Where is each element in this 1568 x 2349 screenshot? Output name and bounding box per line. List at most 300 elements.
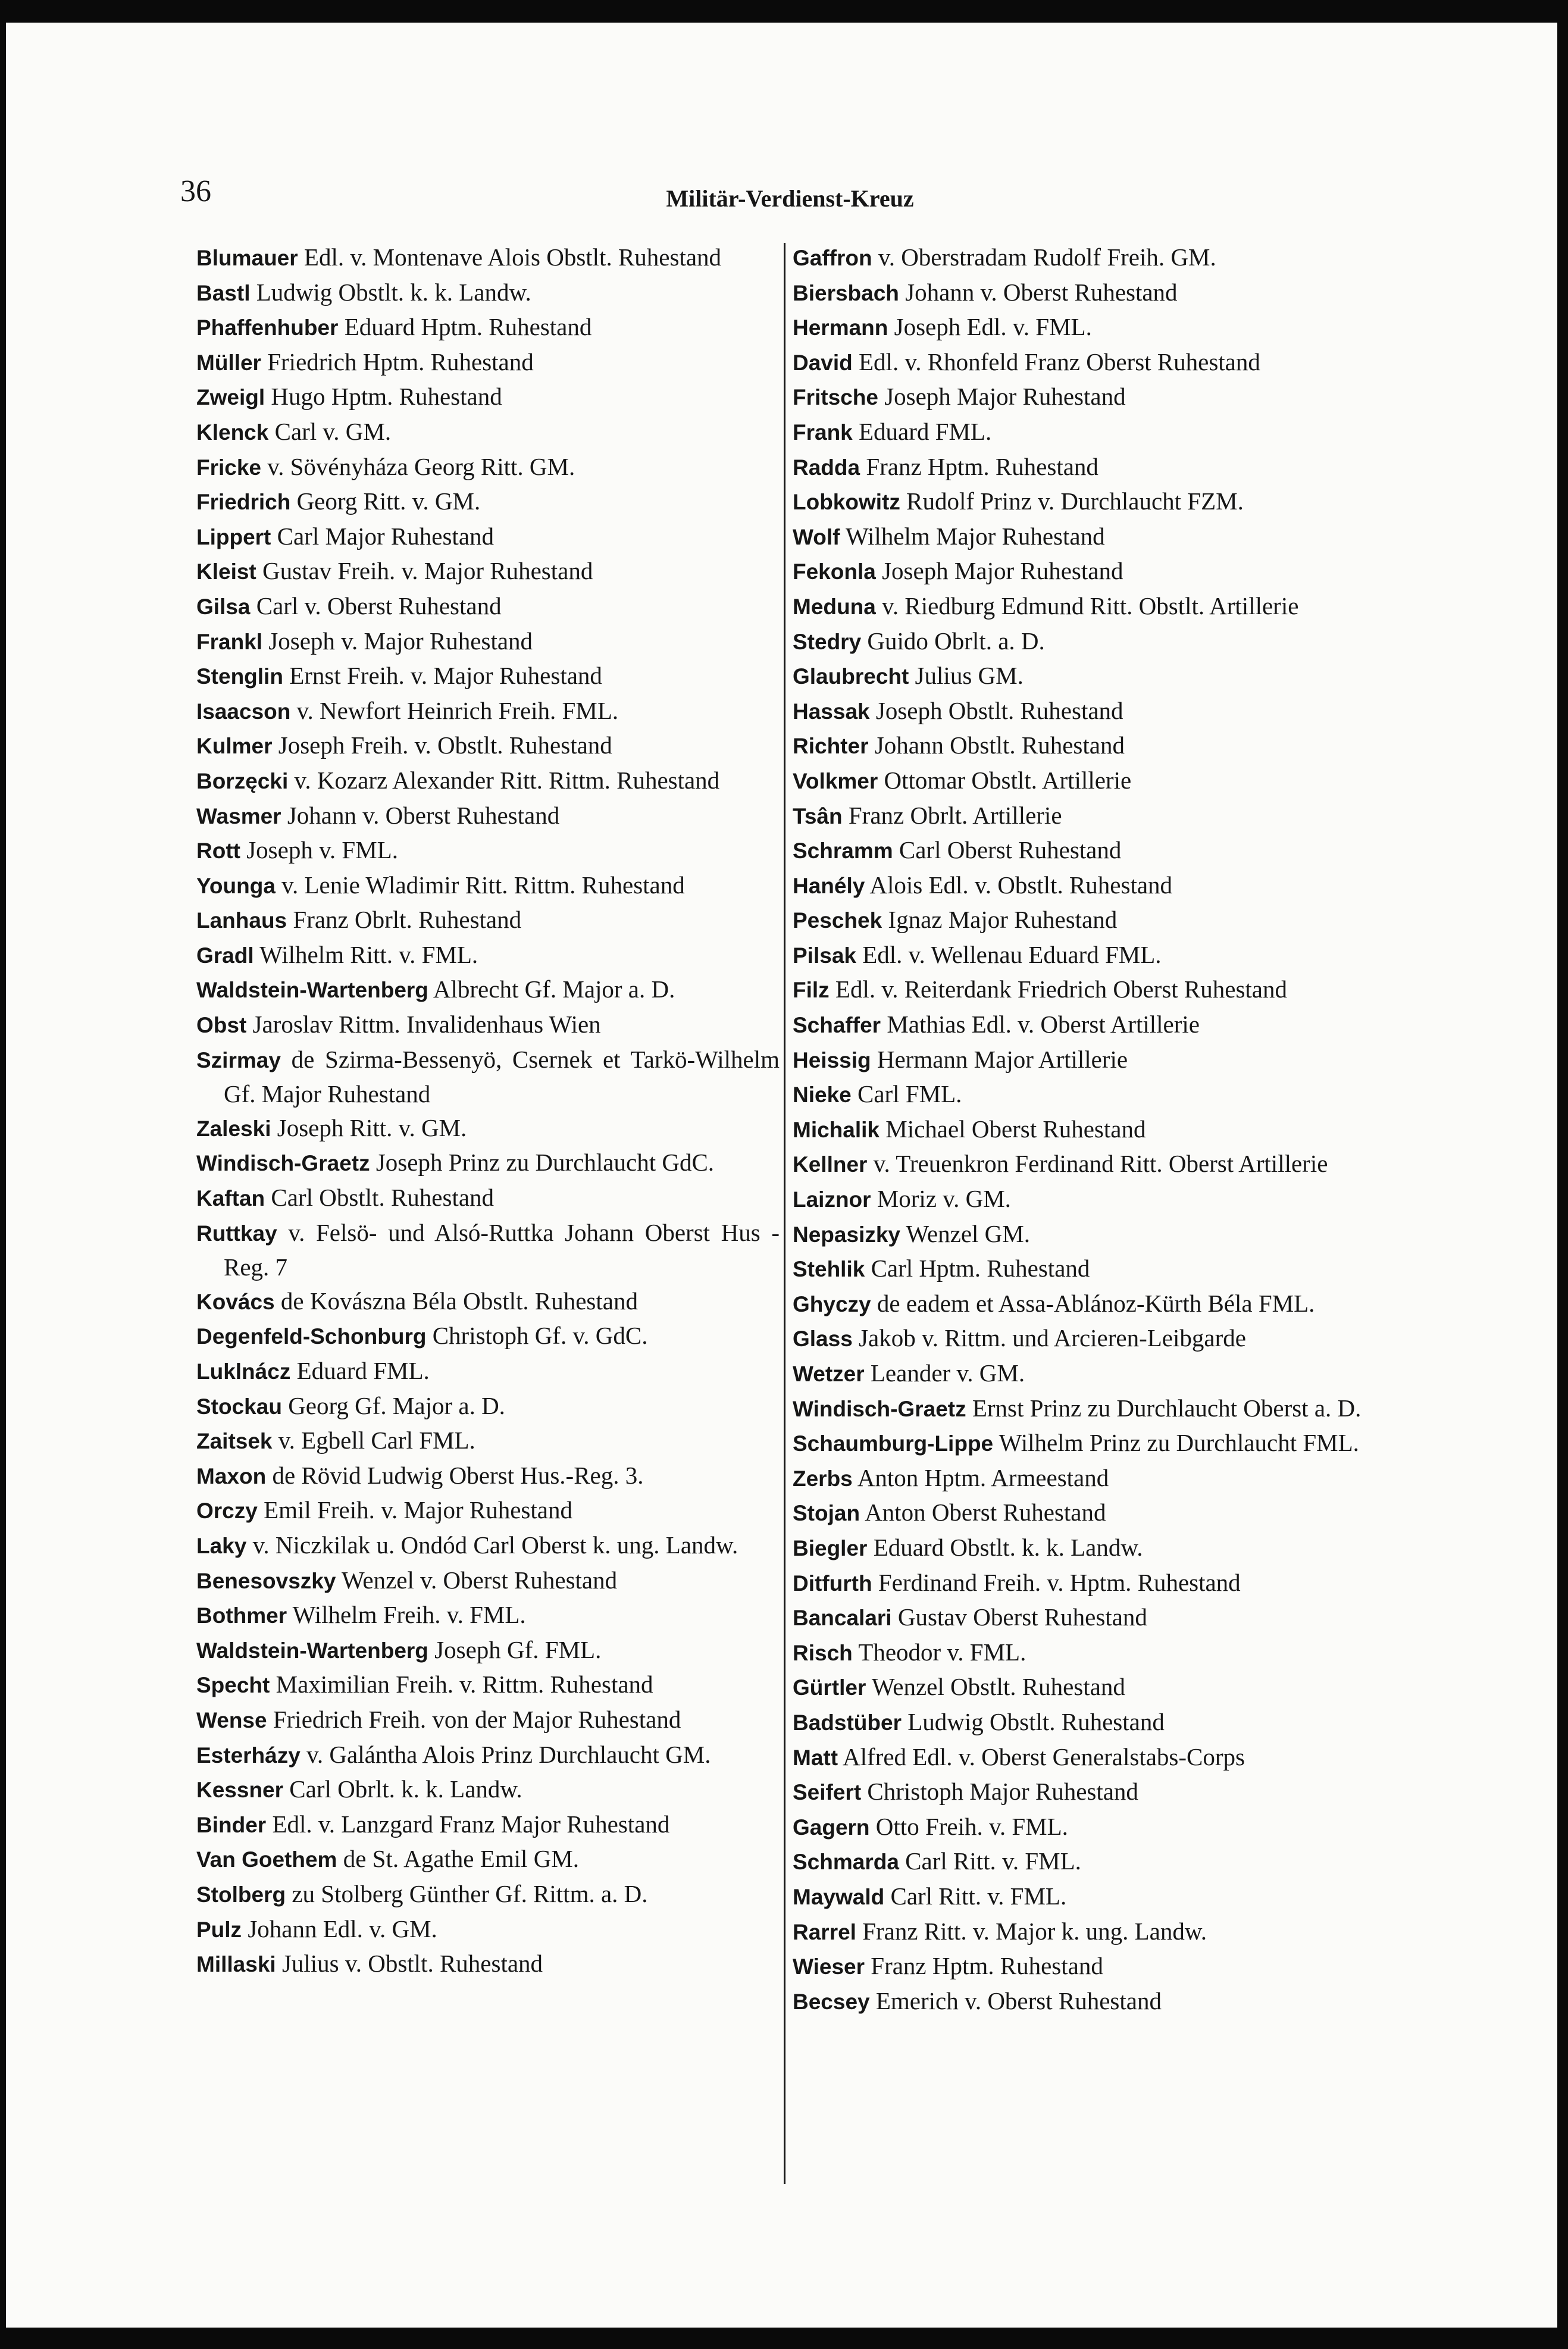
- entry-surname: Stenglin: [196, 664, 283, 689]
- entry-details: Christoph Major Ruhestand: [867, 1778, 1138, 1806]
- entry-details: Wilhelm Prinz zu Durchlaucht FML.: [999, 1429, 1359, 1457]
- entry-surname: Van Goethem: [196, 1847, 337, 1872]
- entry-surname: Volkmer: [793, 768, 878, 793]
- list-item: [196, 345, 780, 380]
- list-item: [793, 1600, 1394, 1635]
- entry-surname: Richter: [793, 734, 869, 759]
- entry-surname: Lobkowitz: [793, 490, 900, 515]
- list-item: [793, 1112, 1394, 1147]
- entry-details: Carl Ritt. v. FML.: [905, 1847, 1081, 1875]
- list-item: [793, 1321, 1394, 1356]
- list-item: [793, 554, 1394, 589]
- entry-surname: Radda: [793, 455, 860, 480]
- entry-details: v. Oberstradam Rudolf Freih. GM.: [878, 243, 1216, 271]
- entry-details: Carl Major Ruhestand: [277, 522, 495, 550]
- entry-details: Friedrich Freih. von der Major Ruhestand: [273, 1705, 681, 1733]
- entry-surname: Fritsche: [793, 385, 878, 410]
- entry-surname: Bancalari: [793, 1606, 892, 1631]
- entry-surname: Gradl: [196, 943, 254, 968]
- entry-surname: Gagern: [793, 1815, 870, 1840]
- entry-details: de St. Agathe Emil GM.: [343, 1845, 580, 1873]
- list-item: [196, 1493, 780, 1528]
- entry-details: Wilhelm Freih. v. FML.: [292, 1601, 526, 1629]
- entry-details: Joseph Major Ruhestand: [882, 557, 1123, 585]
- entry-details: Joseph v. FML.: [246, 836, 398, 864]
- list-item: [196, 276, 780, 311]
- list-item: [196, 554, 780, 589]
- entry-surname: Laiznor: [793, 1187, 871, 1212]
- entry-details: Julius v. Obstlt. Ruhestand: [281, 1950, 543, 1978]
- page-number: 36: [180, 174, 211, 208]
- entry-surname: Hermann: [793, 315, 888, 340]
- list-item: [196, 520, 780, 555]
- entry-surname: Müller: [196, 350, 261, 375]
- entry-surname: Kleist: [196, 559, 256, 584]
- list-item: [793, 484, 1394, 520]
- list-item: [196, 415, 780, 450]
- list-item: [793, 450, 1394, 485]
- entry-details: Jaroslav Rittm. Invalidenhaus Wien: [252, 1011, 601, 1039]
- list-item: [793, 1670, 1394, 1705]
- entry-details: Eduard FML.: [859, 417, 992, 445]
- entry-surname: Klenck: [196, 420, 269, 445]
- entry-details: Jakob v. Rittm. und Arcieren-Leibgarde: [859, 1324, 1246, 1352]
- list-item: [793, 1217, 1394, 1252]
- entry-surname: Hassak: [793, 699, 870, 724]
- list-item: [196, 1668, 780, 1703]
- entry-details: Theodor v. FML.: [858, 1638, 1026, 1666]
- entry-surname: Wense: [196, 1707, 267, 1732]
- list-item: [793, 1426, 1394, 1461]
- entry-surname: Badstüber: [793, 1710, 902, 1735]
- entry-details: Gustav Oberst Ruhestand: [897, 1603, 1147, 1631]
- list-item: [196, 1598, 780, 1633]
- list-item: [793, 415, 1394, 450]
- entry-details: Carl Obrlt. k. k. Landw.: [289, 1775, 522, 1803]
- entry-surname: Pilsak: [793, 943, 856, 968]
- entry-surname: Wetzer: [793, 1362, 865, 1386]
- entry-surname: Waldstein-Wartenberg: [196, 978, 428, 1003]
- entry-details: Joseph Obstlt. Ruhestand: [875, 696, 1123, 724]
- entry-surname: Biegler: [793, 1535, 868, 1560]
- column-divider: [784, 243, 785, 2184]
- entry-surname: Michalik: [793, 1117, 880, 1142]
- list-item: [793, 345, 1394, 380]
- list-item: [793, 1043, 1394, 1078]
- entry-details: Ferdinand Freih. v. Hptm. Ruhestand: [878, 1568, 1241, 1596]
- list-item: [793, 240, 1394, 276]
- entry-surname: Kaftan: [196, 1186, 265, 1211]
- list-item: [196, 589, 780, 624]
- list-item: [793, 1531, 1394, 1566]
- entry-surname: Kessner: [196, 1778, 284, 1803]
- entry-surname: Wolf: [793, 524, 840, 549]
- entry-details: Hugo Hptm. Ruhestand: [271, 383, 502, 411]
- list-item: [793, 1949, 1394, 1984]
- entry-surname: Zaleski: [196, 1116, 271, 1141]
- entry-surname: Becsey: [793, 1989, 870, 2014]
- entry-details: Friedrich Hptm. Ruhestand: [267, 348, 534, 376]
- entry-details: Franz Hptm. Ruhestand: [866, 452, 1098, 480]
- entry-surname: Esterházy: [196, 1743, 301, 1768]
- entry-details: Eduard Obstlt. k. k. Landw.: [873, 1533, 1143, 1561]
- list-item: [793, 380, 1394, 415]
- entry-surname: Stolberg: [196, 1882, 286, 1907]
- list-item: [196, 240, 780, 276]
- entry-details: Julius GM.: [915, 662, 1024, 690]
- entry-details: Edl. v. Wellenau Eduard FML.: [862, 940, 1162, 968]
- list-item: [793, 1182, 1394, 1217]
- entry-details: Hermann Major Artillerie: [877, 1045, 1128, 1073]
- list-item: [793, 1879, 1394, 1915]
- entry-surname: Glass: [793, 1327, 853, 1352]
- list-item: [196, 1528, 780, 1563]
- list-item: [196, 1877, 780, 1912]
- list-item: [196, 764, 780, 799]
- list-item: [196, 1043, 780, 1111]
- entry-details: Carl Oberst Ruhestand: [899, 836, 1122, 864]
- entry-details: Carl v. Oberst Ruhestand: [256, 592, 502, 620]
- entry-surname: Kulmer: [196, 734, 273, 759]
- entry-details: Joseph Major Ruhestand: [884, 383, 1126, 411]
- entry-details: Carl Obstlt. Ruhestand: [271, 1184, 495, 1212]
- entry-surname: Millaski: [196, 1952, 276, 1977]
- page-title: Militär-Verdienst-Kreuz: [666, 185, 914, 212]
- list-item: [793, 1356, 1394, 1391]
- list-item: [793, 1775, 1394, 1810]
- entry-surname: Ghyczy: [793, 1291, 871, 1316]
- list-item: [793, 938, 1394, 973]
- list-item: [793, 1147, 1394, 1182]
- entry-details: Edl. v. Reiterdank Friedrich Oberst Ruhestand: [835, 975, 1288, 1003]
- list-item: [793, 276, 1394, 311]
- list-item: [196, 868, 780, 903]
- entry-surname: Blumauer: [196, 246, 298, 270]
- list-item: [196, 1216, 780, 1284]
- entry-surname: Obst: [196, 1013, 247, 1038]
- entry-surname: Stockau: [196, 1394, 282, 1419]
- list-item: [196, 1146, 780, 1181]
- entry-surname: Peschek: [793, 908, 882, 933]
- list-item: [196, 694, 780, 729]
- entry-surname: Benesovszky: [196, 1568, 336, 1593]
- entry-details: Ignaz Major Ruhestand: [888, 906, 1118, 934]
- entry-details: Rudolf Prinz v. Durchlaucht FZM.: [906, 487, 1244, 515]
- list-item: [196, 1738, 780, 1773]
- left-column: [196, 240, 780, 1982]
- list-item: [196, 1563, 780, 1599]
- entry-details: de Szirma-Bessenyö, Csernek et Tarkö-Wilhelm Gf. Major Ruhestand: [224, 1045, 780, 1108]
- entry-surname: Zaitsek: [196, 1429, 273, 1454]
- list-item: [793, 624, 1394, 659]
- entry-details: Ottomar Obstlt. Artillerie: [884, 766, 1132, 794]
- entry-surname: Gürtler: [793, 1675, 866, 1700]
- entry-surname: David: [793, 350, 853, 375]
- list-item: [196, 1459, 780, 1494]
- entry-surname: Younga: [196, 873, 276, 898]
- entry-surname: Wieser: [793, 1954, 865, 1979]
- entry-surname: Gaffron: [793, 246, 872, 270]
- entry-surname: Bothmer: [196, 1603, 287, 1628]
- entry-details: v. Galántha Alois Prinz Durchlaucht GM.: [306, 1740, 711, 1768]
- list-item: [196, 972, 780, 1008]
- list-item: [196, 310, 780, 345]
- entry-surname: Ruttkay: [196, 1221, 277, 1246]
- entry-details: Joseph Edl. v. FML.: [894, 313, 1092, 341]
- entry-details: v. Treuenkron Ferdinand Ritt. Oberst Artillerie: [873, 1150, 1328, 1178]
- entry-details: Eduard FML.: [296, 1357, 430, 1384]
- list-item: [196, 659, 780, 694]
- entry-surname: Schramm: [793, 839, 893, 864]
- entry-details: Georg Gf. Major a. D.: [288, 1391, 505, 1419]
- entry-details: Gustav Freih. v. Major Ruhestand: [262, 557, 593, 585]
- entry-surname: Isaacson: [196, 699, 291, 724]
- entry-surname: Schaumburg-Lippe: [793, 1431, 994, 1456]
- list-item: [196, 728, 780, 764]
- list-item: [793, 1077, 1394, 1112]
- list-item: [196, 799, 780, 834]
- list-item: [793, 1008, 1394, 1043]
- list-item: [793, 310, 1394, 345]
- entry-surname: Frankl: [196, 629, 263, 654]
- list-item: [196, 1008, 780, 1043]
- entry-details: Joseph Freih. v. Obstlt. Ruhestand: [278, 731, 612, 759]
- entry-surname: Tsân: [793, 803, 843, 828]
- entry-surname: Lanhaus: [196, 908, 287, 933]
- entry-details: Ernst Prinz zu Durchlaucht Oberst a. D.: [972, 1394, 1362, 1422]
- entry-surname: Zerbs: [793, 1466, 853, 1491]
- list-item: [793, 1984, 1394, 2019]
- list-item: [196, 1807, 780, 1843]
- entry-details: Franz Ritt. v. Major k. ung. Landw.: [862, 1917, 1207, 1945]
- entry-surname: Schaffer: [793, 1013, 881, 1038]
- list-item: [793, 520, 1394, 555]
- list-item: [196, 450, 780, 485]
- entry-details: Anton Oberst Ruhestand: [865, 1499, 1106, 1527]
- entry-details: Joseph Prinz zu Durchlaucht GdC.: [375, 1149, 715, 1177]
- entry-details: Wenzel v. Oberst Ruhestand: [341, 1566, 618, 1594]
- entry-surname: Seifert: [793, 1780, 862, 1805]
- list-item: [793, 1566, 1394, 1601]
- entry-surname: Hanély: [793, 873, 865, 898]
- entry-details: Franz Obrlt. Artillerie: [848, 801, 1062, 829]
- entry-surname: Pulz: [196, 1917, 242, 1942]
- entry-surname: Glaubrecht: [793, 664, 909, 689]
- entry-surname: Biersbach: [793, 280, 899, 305]
- entry-surname: Bastl: [196, 280, 251, 305]
- entry-surname: Rott: [196, 839, 240, 864]
- entry-details: Carl FML.: [857, 1080, 962, 1108]
- entry-details: Edl. v. Lanzgard Franz Major Ruhestand: [272, 1810, 670, 1838]
- entry-details: Carl v. GM.: [274, 417, 392, 445]
- list-item: [196, 1912, 780, 1947]
- list-item: [196, 938, 780, 973]
- entry-details: Emerich v. Oberst Ruhestand: [875, 1987, 1162, 2015]
- entry-details: Carl Ritt. v. FML.: [890, 1882, 1067, 1910]
- entry-surname: Nepasizky: [793, 1222, 900, 1247]
- list-item: [196, 1633, 780, 1668]
- entry-surname: Phaffenhuber: [196, 315, 339, 340]
- entry-details: Johann Edl. v. GM.: [248, 1915, 437, 1943]
- entry-details: Edl. v. Montenave Alois Obstlt. Ruhestand: [303, 243, 722, 271]
- entry-surname: Friedrich: [196, 490, 291, 515]
- entry-details: Wilhelm Major Ruhestand: [845, 522, 1105, 550]
- entry-details: Wenzel Obstlt. Ruhestand: [871, 1673, 1125, 1701]
- entry-details: v. Felsö- und Alsó-Ruttka Johann Oberst Hus -Reg. 7: [224, 1218, 780, 1281]
- entry-details: Johann v. Oberst Ruhestand: [905, 278, 1178, 306]
- entry-details: Edl. v. Rhonfeld Franz Oberst Ruhestand: [859, 348, 1260, 376]
- entry-surname: Risch: [793, 1640, 853, 1665]
- entry-details: Emil Freih. v. Major Ruhestand: [264, 1496, 572, 1524]
- entry-details: de Kovászna Béla Obstlt. Ruhestand: [280, 1287, 638, 1315]
- entry-details: Joseph Gf. FML.: [434, 1635, 602, 1663]
- list-item: [793, 972, 1394, 1008]
- entry-details: v. Newfort Heinrich Freih. FML.: [296, 696, 619, 724]
- entry-details: Franz Hptm. Ruhestand: [871, 1952, 1103, 1980]
- list-item: [196, 1181, 780, 1216]
- list-item: [196, 624, 780, 659]
- entry-details: Johann Obstlt. Ruhestand: [874, 731, 1125, 759]
- list-item: [793, 589, 1394, 624]
- list-item: [793, 1915, 1394, 1950]
- entry-surname: Meduna: [793, 594, 876, 619]
- entry-details: v. Niczkilak u. Ondód Carl Oberst k. ung. Landw.: [252, 1531, 738, 1559]
- list-item: [196, 1354, 780, 1389]
- list-item: [793, 868, 1394, 903]
- list-item: [196, 1424, 780, 1459]
- entry-details: Alfred Edl. v. Oberst Generalstabs-Corps: [843, 1743, 1245, 1771]
- list-item: [196, 1703, 780, 1738]
- entry-details: de eadem et Assa-Ablánoz-Kürth Béla FML.: [877, 1289, 1315, 1317]
- entry-details: Albrecht Gf. Major a. D.: [433, 975, 675, 1003]
- entry-details: Maximilian Freih. v. Rittm. Ruhestand: [276, 1671, 653, 1699]
- list-item: [793, 694, 1394, 729]
- entry-surname: Maxon: [196, 1463, 267, 1488]
- entry-details: Moriz v. GM.: [877, 1185, 1011, 1213]
- entry-details: Guido Obrlt. a. D.: [867, 627, 1045, 655]
- list-item: [793, 799, 1394, 834]
- entry-surname: Kovács: [196, 1289, 275, 1314]
- list-item: [196, 484, 780, 520]
- entry-details: v. Riedburg Edmund Ritt. Obstlt. Artillerie: [882, 592, 1299, 620]
- entry-details: de Rövid Ludwig Oberst Hus.-Reg. 3.: [272, 1461, 644, 1489]
- list-item: [196, 1111, 780, 1146]
- entry-surname: Kellner: [793, 1152, 868, 1177]
- list-item: [196, 1319, 780, 1354]
- entry-details: v. Kozarz Alexander Ritt. Rittm. Ruhestand: [294, 766, 720, 794]
- entry-details: Ludwig Obstlt. Ruhestand: [907, 1707, 1165, 1735]
- entry-surname: Zweigl: [196, 385, 265, 410]
- entry-surname: Frank: [793, 420, 853, 445]
- entry-details: Eduard Hptm. Ruhestand: [344, 313, 592, 341]
- list-item: [793, 1810, 1394, 1845]
- entry-details: Ernst Freih. v. Major Ruhestand: [289, 662, 602, 690]
- entry-surname: Degenfeld-Schonburg: [196, 1324, 427, 1349]
- entry-surname: Borzęcki: [196, 768, 289, 793]
- list-item: [793, 833, 1394, 868]
- entry-surname: Fekonla: [793, 559, 876, 584]
- entry-details: Joseph v. Major Ruhestand: [268, 627, 533, 655]
- entry-details: Wilhelm Ritt. v. FML.: [259, 940, 478, 968]
- list-item: [196, 1947, 780, 1982]
- entry-surname: Stojan: [793, 1501, 860, 1526]
- entry-surname: Lippert: [196, 524, 271, 549]
- entry-details: zu Stolberg Günther Gf. Rittm. a. D.: [292, 1879, 648, 1907]
- list-item: [793, 1287, 1394, 1322]
- entry-surname: Gilsa: [196, 594, 251, 619]
- entry-surname: Fricke: [196, 455, 262, 480]
- entry-details: Otto Freih. v. FML.: [875, 1812, 1068, 1840]
- entry-details: Wenzel GM.: [906, 1219, 1030, 1247]
- list-item: [793, 1391, 1394, 1427]
- list-item: [196, 380, 780, 415]
- list-item: [196, 903, 780, 938]
- list-item: [793, 1252, 1394, 1287]
- list-item: [793, 1844, 1394, 1879]
- entry-surname: Laky: [196, 1533, 247, 1558]
- entry-surname: Ditfurth: [793, 1571, 872, 1596]
- list-item: [793, 728, 1394, 764]
- entry-details: Alois Edl. v. Obstlt. Ruhestand: [869, 871, 1173, 899]
- list-item: [793, 1461, 1394, 1496]
- list-item: [793, 1496, 1394, 1531]
- list-item: [793, 659, 1394, 694]
- entry-details: v. Sövényháza Georg Ritt. GM.: [267, 452, 575, 480]
- entry-surname: Maywald: [793, 1884, 885, 1909]
- list-item: [793, 903, 1394, 938]
- list-item: [196, 833, 780, 868]
- entry-surname: Nieke: [793, 1083, 852, 1108]
- entry-surname: Filz: [793, 978, 830, 1003]
- entry-details: Mathias Edl. v. Oberst Artillerie: [887, 1011, 1200, 1039]
- list-item: [793, 764, 1394, 799]
- list-item: [196, 1772, 780, 1807]
- entry-surname: Windisch-Graetz: [196, 1151, 370, 1176]
- list-item: [793, 1635, 1394, 1671]
- entry-surname: Matt: [793, 1745, 838, 1770]
- entry-surname: Orczy: [196, 1499, 258, 1524]
- entry-surname: Stedry: [793, 629, 862, 654]
- list-item: [196, 1389, 780, 1424]
- entry-details: Leander v. GM.: [870, 1359, 1025, 1387]
- right-column: [793, 240, 1394, 2019]
- entry-surname: Schmarda: [793, 1850, 899, 1875]
- entry-surname: Specht: [196, 1673, 270, 1698]
- entry-details: Carl Hptm. Ruhestand: [871, 1255, 1090, 1283]
- list-item: [196, 1284, 780, 1319]
- entry-surname: Windisch-Graetz: [793, 1396, 966, 1421]
- entry-details: v. Lenie Wladimir Ritt. Rittm. Ruhestand: [281, 871, 685, 899]
- list-item: [793, 1740, 1394, 1775]
- entry-surname: Szirmay: [196, 1047, 281, 1072]
- entry-surname: Binder: [196, 1812, 267, 1837]
- entry-details: Georg Ritt. v. GM.: [296, 487, 481, 515]
- entry-surname: Stehlik: [793, 1257, 865, 1282]
- entry-details: Christoph Gf. v. GdC.: [432, 1322, 648, 1350]
- list-item: [793, 1705, 1394, 1740]
- entry-surname: Waldstein-Wartenberg: [196, 1638, 428, 1663]
- entry-details: v. Egbell Carl FML.: [278, 1427, 475, 1455]
- entry-surname: Rarrel: [793, 1919, 856, 1944]
- entry-details: Ludwig Obstlt. k. k. Landw.: [256, 278, 531, 306]
- entry-details: Anton Hptm. Armeestand: [857, 1463, 1109, 1491]
- entry-details: Franz Obrlt. Ruhestand: [293, 906, 522, 934]
- entry-details: Michael Oberst Ruhestand: [885, 1115, 1146, 1143]
- entry-details: Johann v. Oberst Ruhestand: [287, 801, 560, 829]
- list-item: [196, 1842, 780, 1877]
- entry-surname: Wasmer: [196, 803, 281, 828]
- entry-surname: Luklnácz: [196, 1359, 291, 1384]
